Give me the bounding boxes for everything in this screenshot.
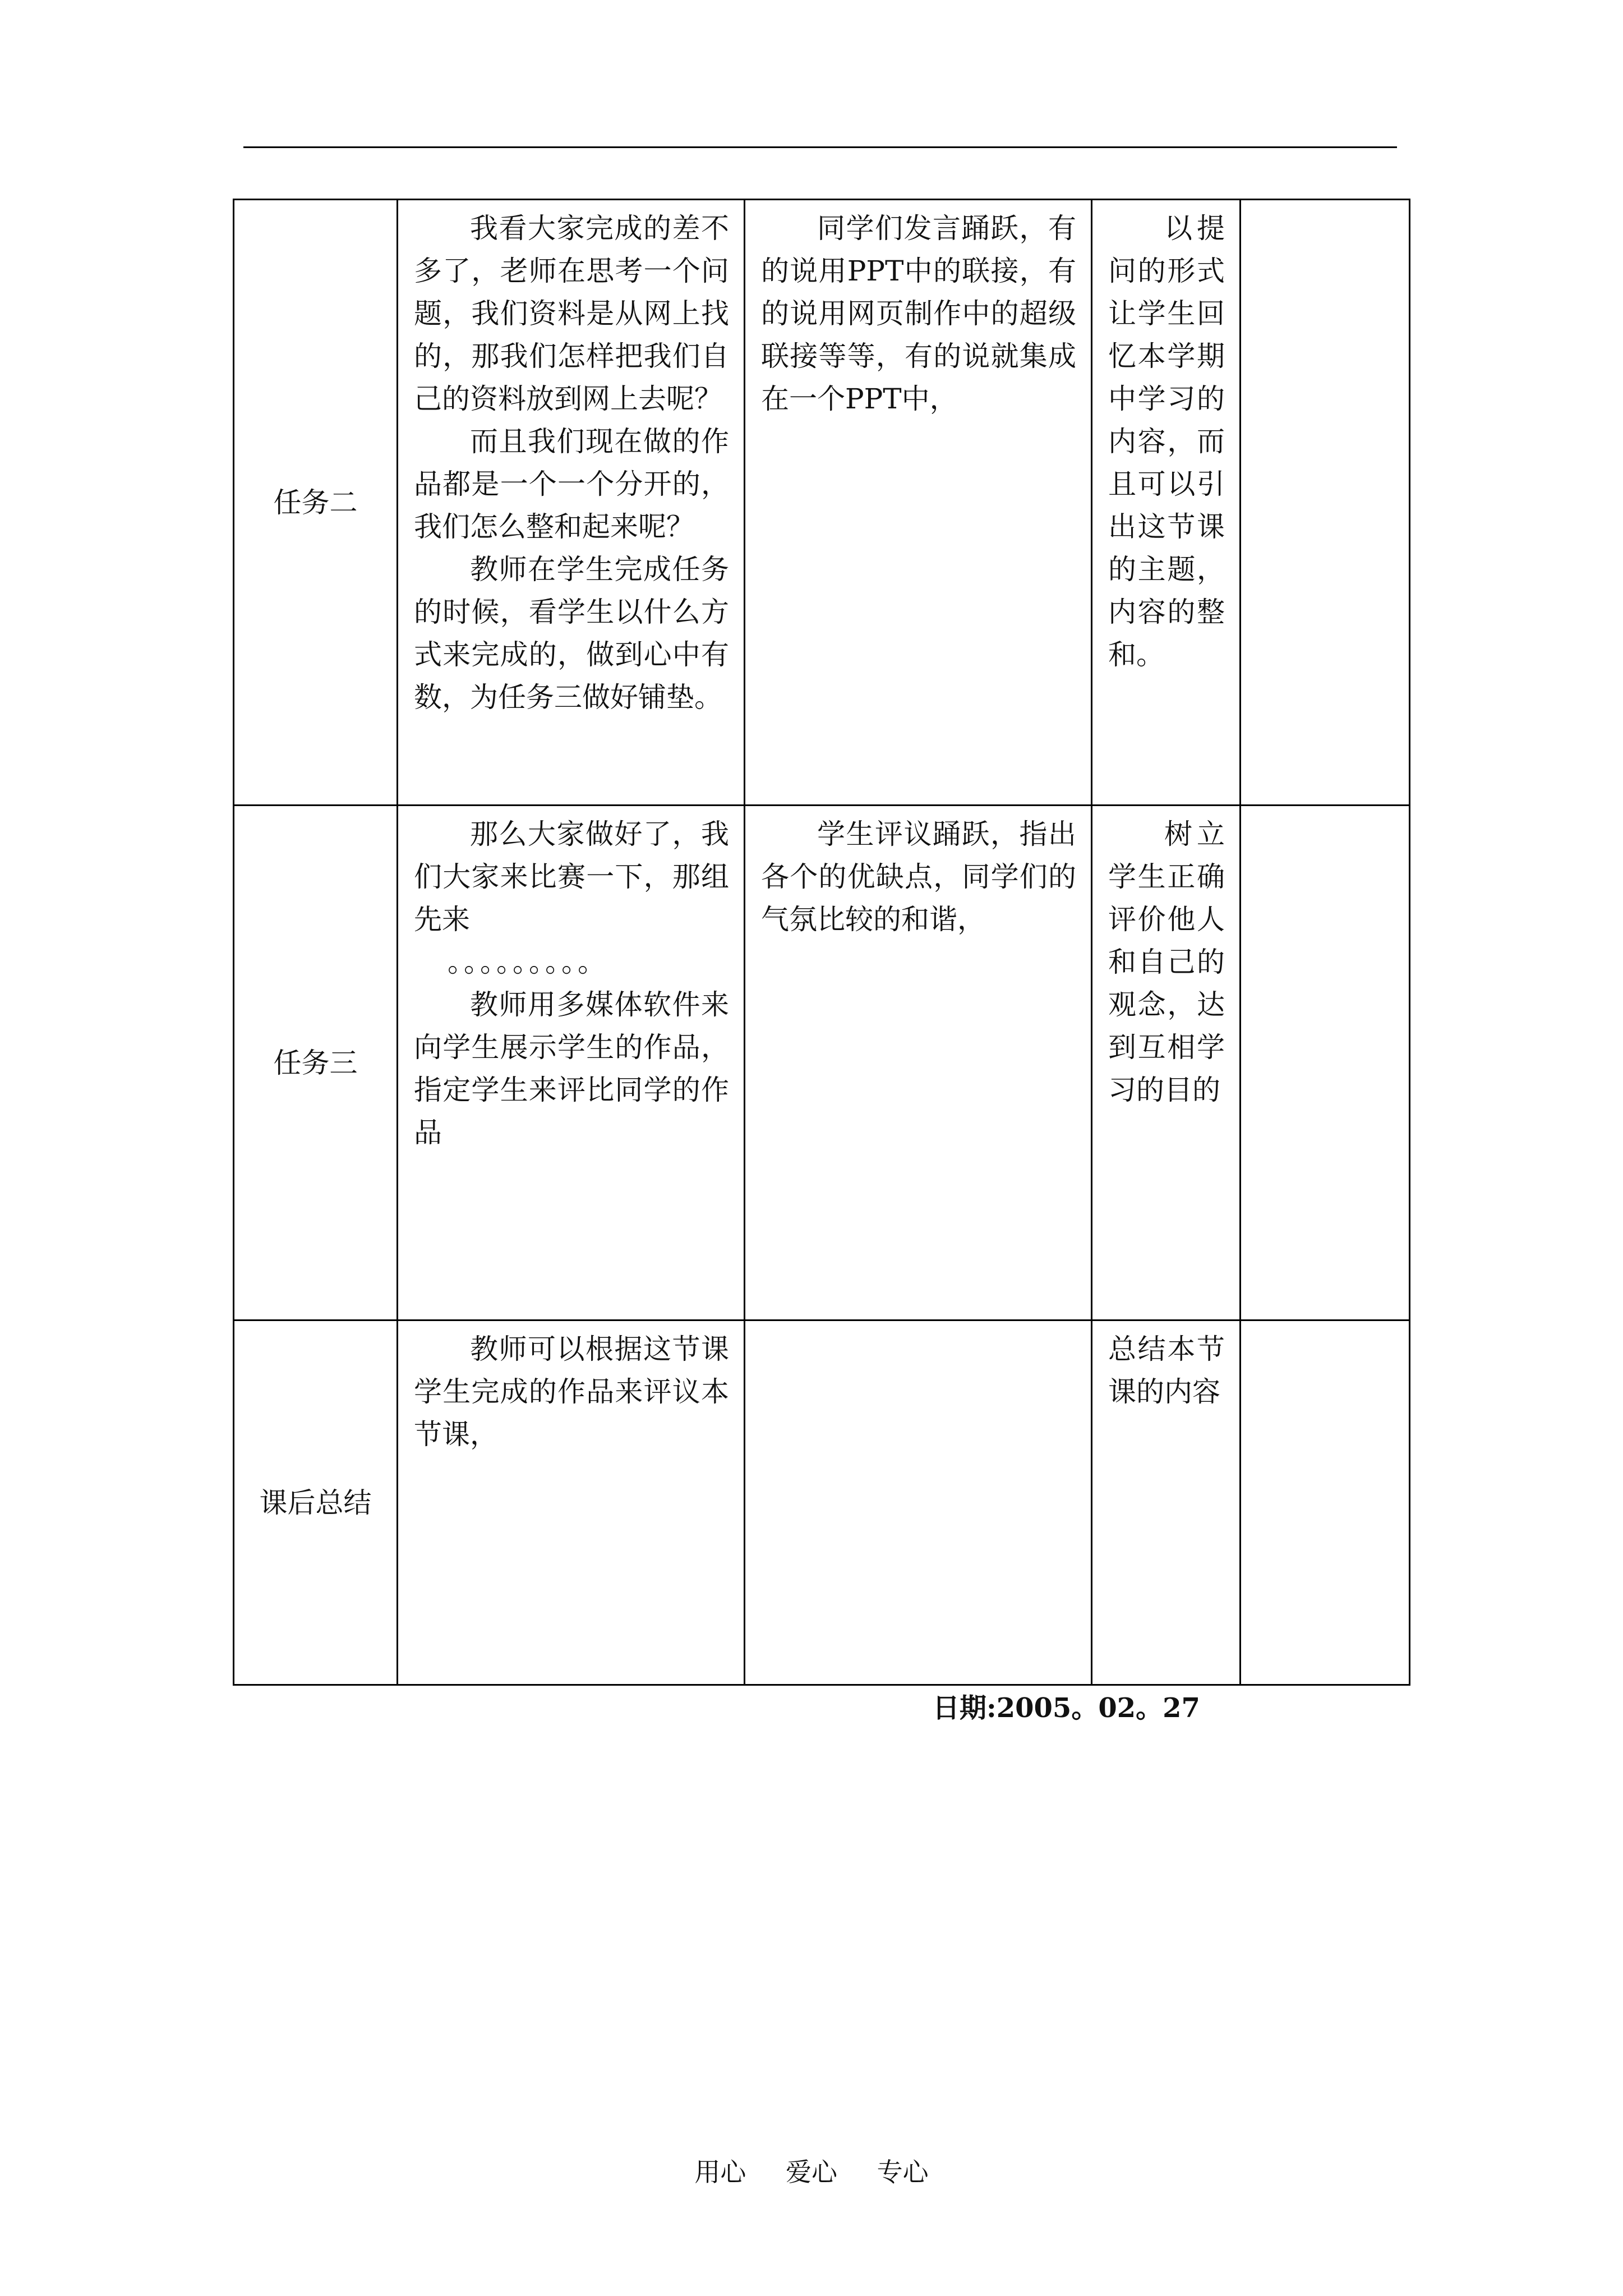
student-activity-cell bbox=[745, 1320, 1092, 1685]
intent-paragraph: 以提问的形式让学生回忆本学期中学习的内容，而且可以引出这节课的主题，内容的整和。 bbox=[1108, 212, 1225, 671]
footer-word: 用心 bbox=[694, 2157, 746, 2187]
table-row bbox=[234, 806, 1410, 1320]
note-cell bbox=[1241, 1320, 1410, 1685]
footer-word: 爱心 bbox=[786, 2157, 837, 2187]
teacher-paragraph: 我看大家完成的差不多了，老师在思考一个问题，我们资料是从网上找的，那我们怎样把我们自己的资料放到网上去呢？ bbox=[414, 212, 729, 415]
student-activity-cell bbox=[745, 806, 1092, 1320]
teacher-activity-cell bbox=[398, 1320, 745, 1685]
note-cell bbox=[1241, 200, 1410, 806]
teacher-paragraph: 教师在学生完成任务的时候，看学生以什么方式来完成的，做到心中有数，为任务三做好铺垫。 bbox=[414, 553, 729, 714]
student-paragraph: 同学们发言踊跃，有的说用PPT中的联接，有的说用网页制作中的超级联接等等，有的说就集成在一个PPT中， bbox=[761, 212, 1076, 415]
teacher-paragraph: 教师用多媒体软件来向学生展示学生的作品，指定学生来评比同学的作品 bbox=[414, 988, 729, 1149]
table-row bbox=[234, 1320, 1410, 1685]
row-label: 课后总结 bbox=[234, 1320, 398, 1685]
teacher-activity-cell bbox=[398, 806, 745, 1320]
teacher-activity-cell bbox=[398, 200, 745, 806]
design-intent-cell bbox=[1092, 806, 1241, 1320]
teacher-paragraph: 而且我们现在做的作品都是一个一个分开的，我们怎么整和起来呢？ bbox=[414, 425, 729, 543]
table-row bbox=[234, 200, 1410, 806]
lesson-plan-table bbox=[233, 199, 1410, 1686]
teacher-paragraph: 教师可以根据这节课学生完成的作品来评议本节课， bbox=[414, 1333, 729, 1451]
student-paragraph: 学生评议踊跃，指出各个的优缺点，同学们的气氛比较的和谐， bbox=[761, 818, 1076, 936]
page-footer bbox=[0, 2152, 1623, 2189]
ellipsis-dots: 。。。。。。。。。 bbox=[448, 946, 608, 978]
student-activity-cell bbox=[745, 200, 1092, 806]
header-rule bbox=[243, 146, 1397, 148]
intent-paragraph: 树立学生正确评价他人和自己的观念，达到互相学习的目的 bbox=[1108, 818, 1225, 1106]
date-stamp: 日期:2005。02。27 bbox=[933, 1692, 1200, 1724]
intent-paragraph: 总结本节课的内容 bbox=[1108, 1333, 1225, 1408]
row-label: 任务二 bbox=[234, 200, 398, 806]
teacher-paragraph: 那么大家做好了，我们大家来比赛一下，那组先来 bbox=[414, 818, 729, 936]
row-label: 任务三 bbox=[234, 806, 398, 1320]
note-cell bbox=[1241, 806, 1410, 1320]
footer-word: 专心 bbox=[877, 2157, 929, 2187]
design-intent-cell bbox=[1092, 1320, 1241, 1685]
design-intent-cell bbox=[1092, 200, 1241, 806]
